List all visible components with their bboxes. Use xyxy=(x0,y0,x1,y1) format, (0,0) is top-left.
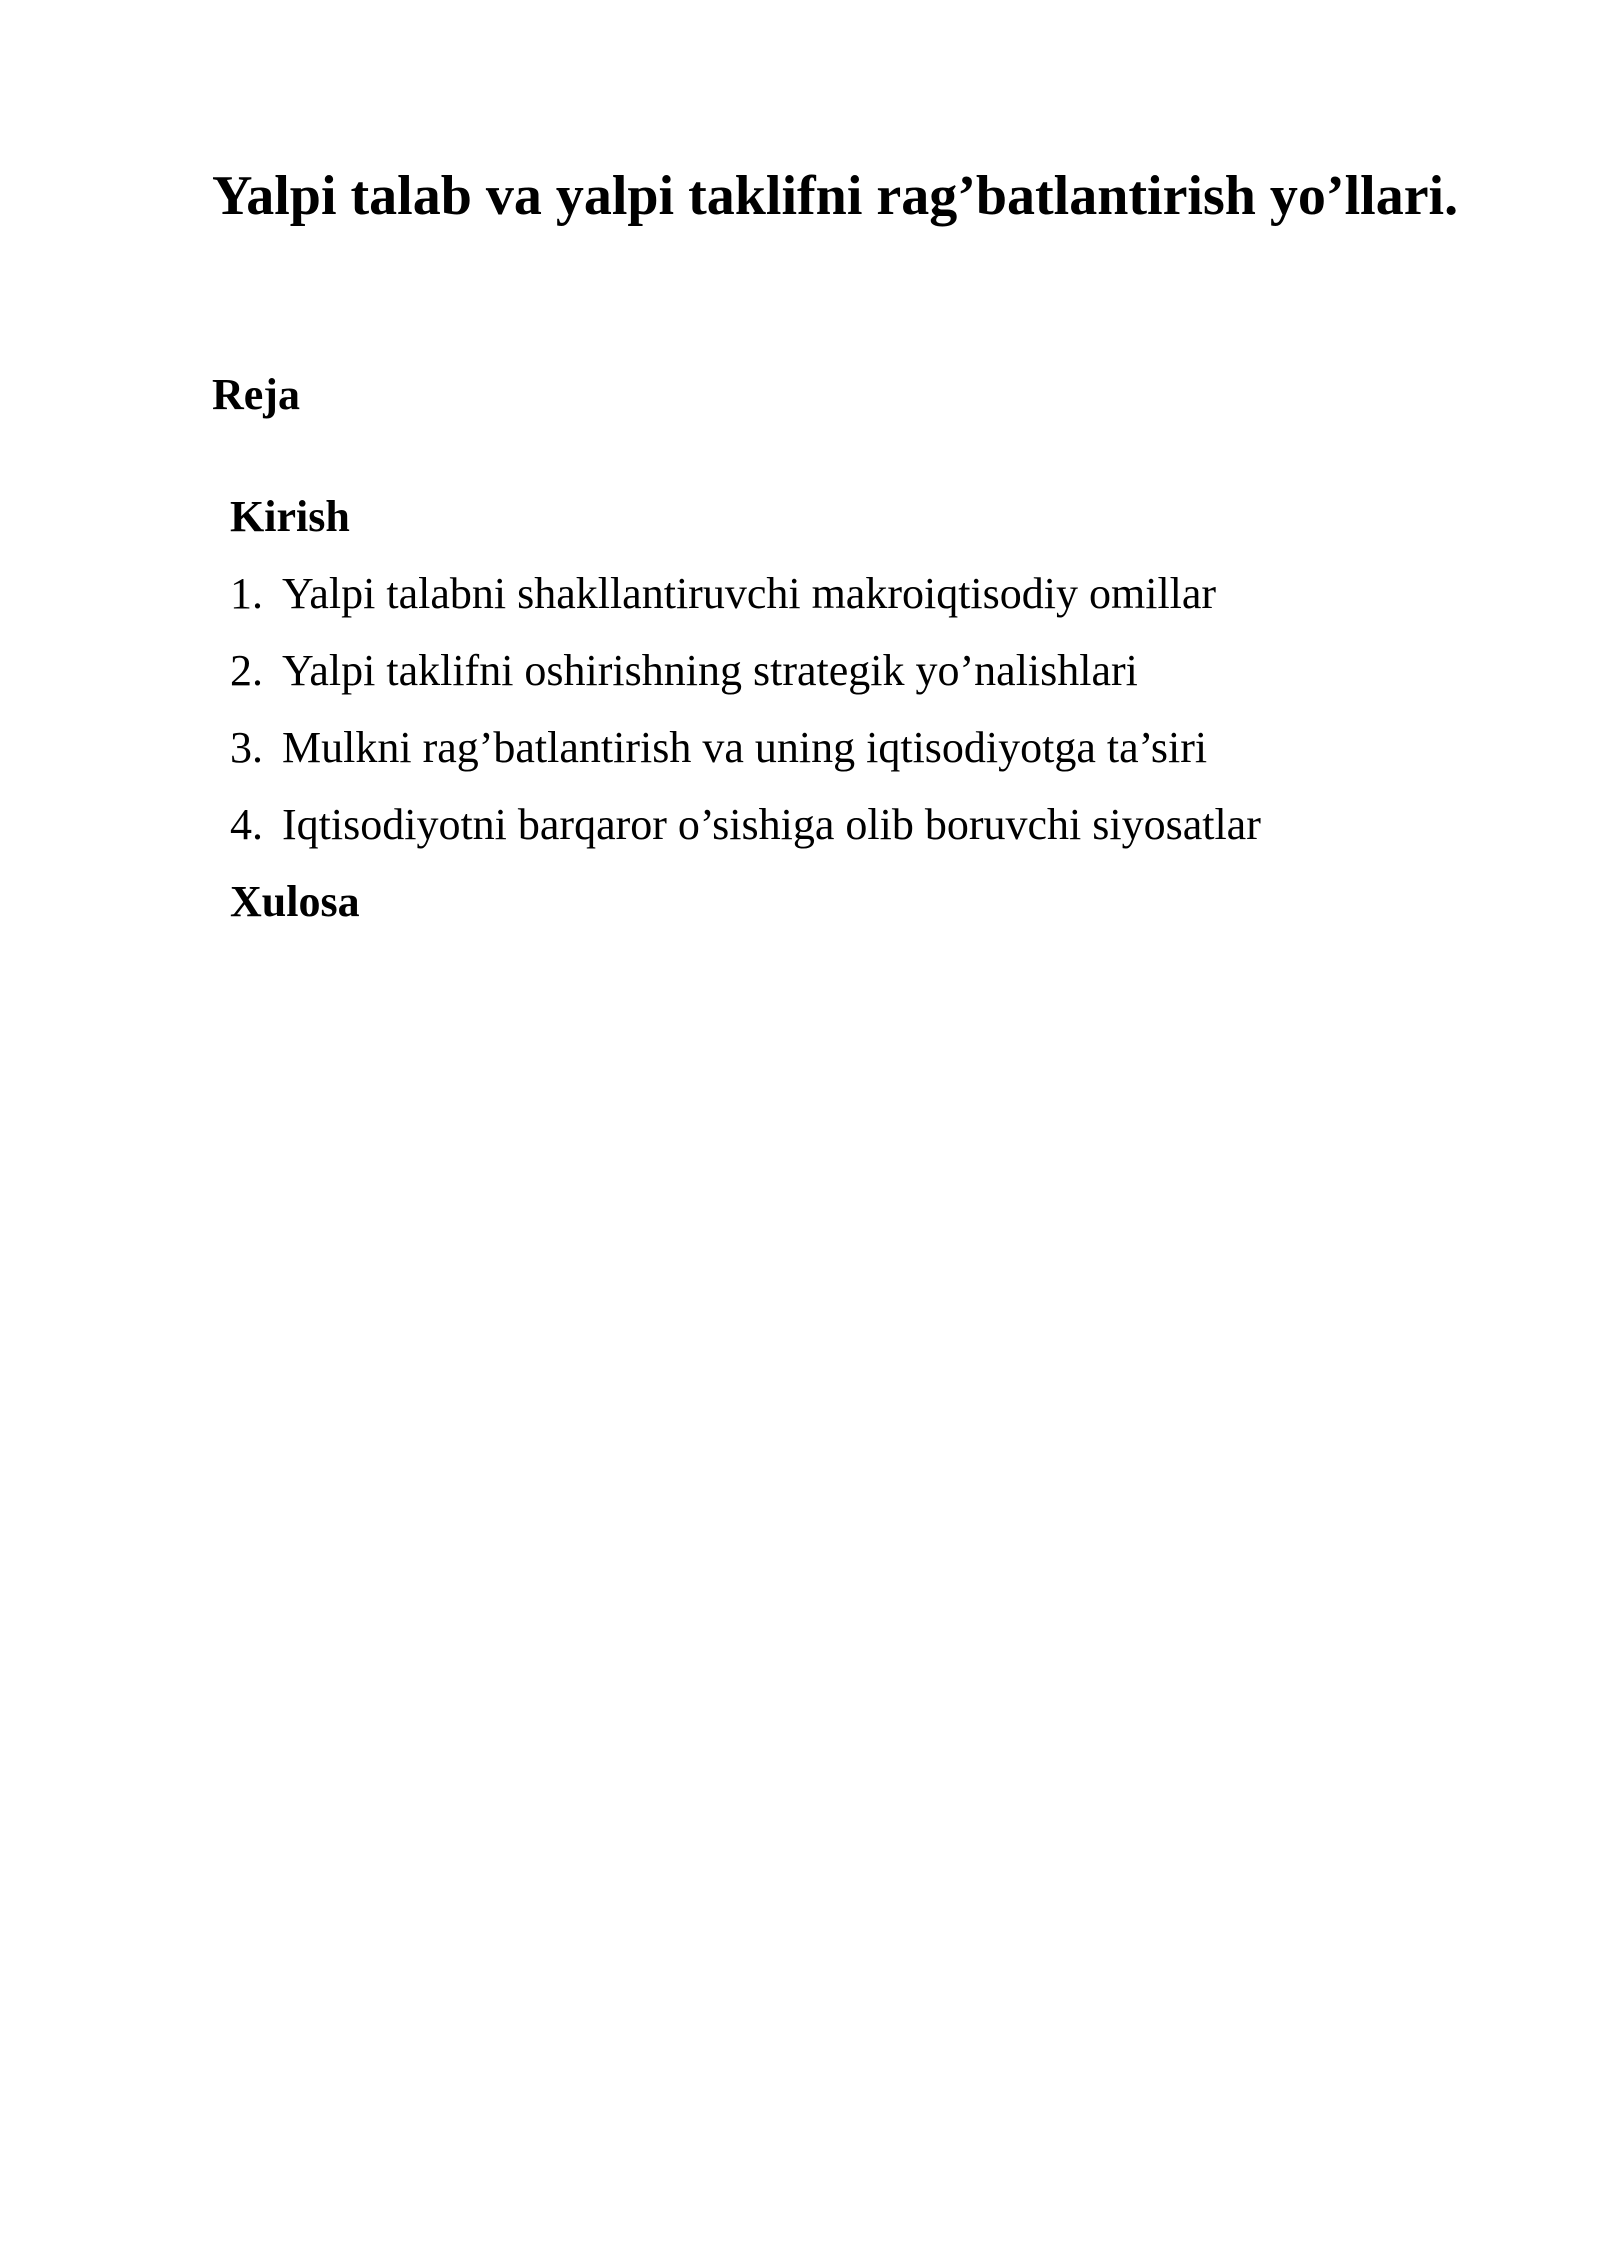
intro-heading: Kirish xyxy=(230,492,350,541)
plan-item-text: Yalpi taklifni oshirishning strategik yo’nalishlari xyxy=(282,646,1138,695)
plan-item xyxy=(230,555,1530,632)
plan-item-text: Yalpi talabni shakllantiruvchi makroiqtisodiy omillar xyxy=(282,569,1217,618)
plan-item xyxy=(230,709,1530,786)
conclusion-heading: Xulosa xyxy=(230,877,360,926)
plan-heading: Reja xyxy=(212,370,300,419)
document-title: Yalpi talab va yalpi taklifni rag’batlantirish yo’llari. xyxy=(212,165,1459,227)
plan-item-text: Mulkni rag’batlantirish va uning iqtisodiyotga ta’siri xyxy=(282,723,1208,772)
plan-item-number: 1. xyxy=(230,569,263,618)
plan-item xyxy=(230,786,1530,863)
plan-item xyxy=(230,632,1530,709)
plan-item-number: 3. xyxy=(230,723,263,772)
plan-item-number: 2. xyxy=(230,646,263,695)
plan-outline xyxy=(230,478,1530,940)
plan-item-text: Iqtisodiyotni barqaror o’sishiga olib boruvchi siyosatlar xyxy=(282,800,1261,849)
plan-item-number: 4. xyxy=(230,800,263,849)
